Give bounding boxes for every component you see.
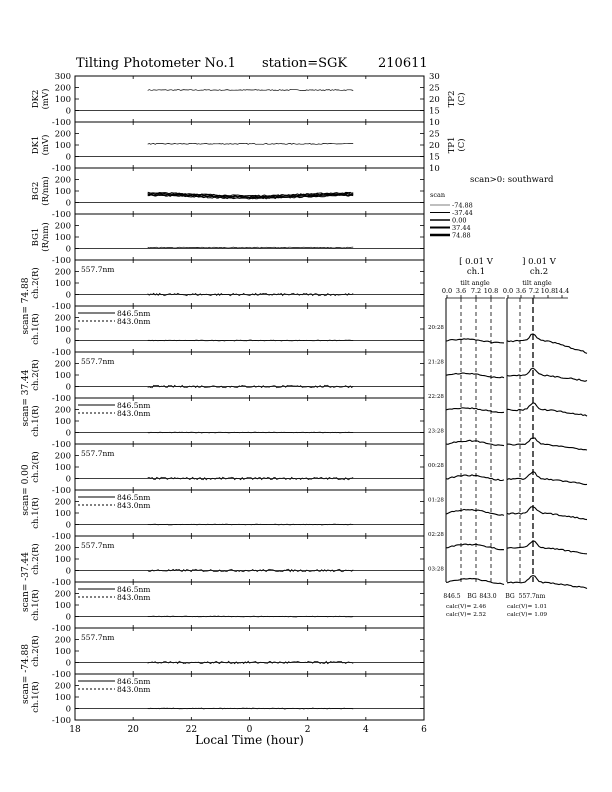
y-tick-label: -100 (51, 670, 71, 680)
panel-frame (75, 628, 424, 674)
panel-frame (75, 214, 424, 260)
legend-label: 846.5nm (117, 401, 151, 410)
scan-legend-label: -74.88 (452, 201, 473, 210)
panel-frame (75, 536, 424, 582)
y-tick-label: 0 (65, 290, 71, 301)
x-tick-label: 20 (127, 725, 139, 735)
y-tick-label: 100 (54, 693, 71, 703)
y-tick-label: -100 (51, 486, 71, 496)
temperature-axis-label: (C) (457, 138, 467, 152)
tilt-tick-label: 10.8 (540, 287, 556, 295)
filter-label: BG (467, 593, 477, 600)
filter-label: 843.0 (479, 593, 497, 600)
y-tick-label: -100 (51, 578, 71, 588)
panel-frame (75, 76, 424, 122)
y-tick-label: 200 (54, 681, 71, 692)
tilt-label: tilt angle (460, 279, 490, 287)
station-label: station=SGK (262, 56, 348, 71)
y-tick-label: 100 (54, 95, 71, 105)
y-axis-label: ch.2(R) (31, 635, 41, 667)
data-series (148, 90, 354, 91)
panel-frame (75, 444, 424, 490)
y-tick-label: 0 (65, 428, 71, 439)
y-axis-label: (R/nm) (41, 176, 51, 206)
y-tick-label: 0 (65, 520, 71, 531)
y-tick-label: 300 (54, 72, 71, 82)
y-tick-label: -100 (51, 210, 71, 220)
time-label: 00:28 (428, 463, 444, 469)
ch1-trace (446, 373, 504, 378)
y-tick-label: 100 (54, 371, 71, 381)
filter-label: 846.5 (443, 593, 461, 600)
y-axis-label: (mV) (41, 88, 51, 110)
scan-group-label: scan= 0.00 (21, 464, 31, 516)
filter-label: 557.7nm (518, 593, 546, 600)
y-tick-label: 0 (65, 704, 71, 715)
ch2-trace (507, 368, 587, 381)
legend-label: 843.0nm (117, 317, 151, 326)
ch1-trace (446, 578, 504, 584)
calc-label: calc(V)= 2.52 (446, 612, 487, 618)
temperature-tick-label: 15 (429, 106, 440, 117)
x-axis-label: Local Time (hour) (195, 733, 304, 747)
y-tick-label: 200 (54, 129, 71, 140)
ch1-label: ch.1 (466, 267, 486, 277)
y-tick-label: 200 (54, 405, 71, 416)
temperature-tick-label: 10 (429, 118, 440, 128)
scan-group-label: scan= -37.44 (21, 551, 31, 613)
tilt-tick-label: 3.6 (455, 287, 467, 295)
temperature-axis-label: (C) (457, 92, 467, 106)
y-tick-label: 0 (65, 612, 71, 623)
legend-label: 846.5nm (117, 309, 151, 318)
y-tick-label: -100 (51, 624, 71, 634)
ch2-trace (507, 472, 587, 485)
legend-label: 846.5nm (117, 585, 151, 594)
y-axis-label: DK2 (31, 89, 41, 109)
tilt-tick-label: 7.2 (470, 287, 482, 295)
calc-label: calc(V)= 1.01 (507, 604, 548, 610)
wavelength-label: 557.7nm (81, 633, 115, 642)
y-tick-label: 200 (54, 359, 71, 370)
y-tick-label: -100 (51, 440, 71, 450)
y-axis-label: (mV) (41, 134, 51, 156)
y-tick-label: 200 (54, 451, 71, 462)
data-series (148, 143, 354, 144)
y-tick-label: 200 (54, 313, 71, 324)
y-tick-label: 200 (54, 589, 71, 600)
y-tick-label: 0 (65, 382, 71, 393)
legend-label: 846.5nm (117, 493, 151, 502)
y-tick-label: 0 (65, 244, 71, 255)
temperature-tick-label: 10 (429, 164, 440, 174)
temperature-axis-label: TP2 (447, 90, 457, 108)
legend-label: 843.0nm (117, 685, 151, 694)
temperature-tick-label: 30 (429, 72, 440, 82)
ch2-trace (507, 576, 587, 589)
calc-label: calc(V)= 2.46 (446, 604, 487, 610)
wavelength-label: 557.7nm (81, 541, 115, 550)
y-tick-label: -100 (51, 348, 71, 358)
y-tick-label: -100 (51, 394, 71, 404)
y-tick-label: -100 (51, 256, 71, 266)
legend-label: 843.0nm (117, 501, 151, 510)
scan-group-label: scan= -74.88 (21, 643, 31, 705)
page-title: Tilting Photometer No.1 (76, 56, 236, 71)
y-tick-label: -100 (51, 302, 71, 312)
y-axis-label: ch.2(R) (31, 543, 41, 575)
y-tick-label: 200 (54, 497, 71, 508)
y-axis-label: BG1 (31, 227, 41, 247)
ch1-trace (446, 509, 504, 515)
ch2-trace (507, 541, 587, 554)
y-tick-label: 0 (65, 198, 71, 209)
x-tick-label: 18 (69, 725, 81, 735)
time-label: 22:28 (428, 394, 444, 400)
y-tick-label: 100 (54, 279, 71, 289)
y-tick-label: 200 (54, 83, 71, 94)
filter-label: BG (505, 593, 515, 600)
ch2-trace (507, 334, 587, 353)
y-axis-label: ch.1(R) (31, 681, 41, 713)
y-tick-label: 100 (54, 233, 71, 243)
time-label: 03:28 (428, 566, 444, 573)
legend-label: 843.0nm (117, 593, 151, 602)
temperature-tick-label: 20 (429, 141, 440, 151)
y-tick-label: 200 (54, 267, 71, 278)
scan-legend-label: 37.44 (452, 224, 471, 232)
y-tick-label: 200 (54, 543, 71, 554)
ch1-trace (446, 440, 504, 445)
time-label: 23:28 (428, 428, 444, 435)
y-tick-label: 0 (65, 106, 71, 117)
x-tick-label: 0 (246, 725, 253, 735)
ch2-scale: ] 0.01 V (522, 257, 556, 267)
x-tick-label: 22 (185, 725, 198, 735)
y-tick-label: 0 (65, 658, 71, 669)
tilt-tick-label: 10.8 (483, 287, 499, 295)
y-tick-label: -100 (51, 532, 71, 542)
temperature-tick-label: 25 (429, 129, 440, 140)
y-axis-label: ch.2(R) (31, 451, 41, 483)
time-label: 01:28 (428, 497, 444, 504)
tilt-tick-label: 0.0 (502, 287, 514, 295)
y-tick-label: 100 (54, 555, 71, 565)
tilt-tick-label: 0.0 (441, 287, 453, 295)
ch1-scale: [ 0.01 V (459, 257, 493, 267)
tilt-tick-label: 14.4 (554, 287, 570, 295)
y-axis-label: ch.2(R) (31, 359, 41, 391)
y-axis-label: ch.1(R) (31, 497, 41, 529)
y-axis-label: ch.1(R) (31, 405, 41, 437)
y-tick-label: 100 (54, 325, 71, 335)
x-tick-label: 2 (304, 725, 311, 735)
legend-label: 843.0nm (117, 409, 151, 418)
y-axis-label: ch.1(R) (31, 313, 41, 345)
y-tick-label: 100 (54, 187, 71, 197)
data-series (148, 247, 354, 248)
y-tick-label: 100 (54, 601, 71, 611)
wavelength-label: 557.7nm (81, 265, 115, 274)
y-tick-label: 100 (54, 463, 71, 473)
y-tick-label: 100 (54, 417, 71, 427)
ch2-trace (507, 507, 587, 520)
ch2-label: ch.2 (529, 267, 549, 277)
x-tick-label: 4 (362, 725, 369, 735)
y-tick-label: 100 (54, 647, 71, 657)
calc-label: calc(V)= 1.09 (507, 612, 548, 618)
panel-frame (75, 168, 424, 214)
wavelength-label: 557.7nm (81, 357, 115, 366)
y-tick-label: 200 (54, 635, 71, 646)
y-axis-label: ch.1(R) (31, 589, 41, 621)
wavelength-label: 557.7nm (81, 449, 115, 458)
legend-label: 846.5nm (117, 677, 151, 686)
scan-group-label: scan= 74.88 (21, 277, 31, 335)
ch1-trace (446, 544, 504, 550)
y-tick-label: -100 (51, 164, 71, 174)
y-tick-label: -100 (51, 716, 71, 726)
scan-group-label: scan= 37.44 (21, 369, 31, 427)
scan-legend-label: 74.88 (452, 231, 471, 240)
y-axis-label: BG2 (31, 181, 41, 201)
time-label: 02:28 (428, 532, 444, 538)
scan-note: scan>0: southward (470, 175, 554, 185)
y-axis-label: DK1 (31, 135, 41, 155)
panel-frame (75, 122, 424, 168)
tilt-tick-label: 7.2 (528, 287, 540, 295)
scan-legend-title: scan (430, 191, 446, 199)
panel-frame (75, 260, 424, 306)
scan-legend-label: -37.44 (452, 209, 473, 217)
y-tick-label: 200 (54, 221, 71, 232)
y-tick-label: 100 (54, 141, 71, 151)
temperature-axis-label: TP1 (447, 136, 457, 154)
ch2-trace (507, 438, 587, 450)
y-axis-label: ch.2(R) (31, 267, 41, 299)
ch1-trace (446, 408, 504, 413)
x-tick-label: 6 (421, 725, 427, 735)
ch2-trace (507, 403, 587, 416)
y-axis-label: (R/nm) (41, 222, 51, 252)
ch1-trace (446, 339, 504, 343)
y-tick-label: 0 (65, 152, 71, 163)
panel-frame (75, 352, 424, 398)
temperature-tick-label: 25 (429, 83, 440, 94)
y-tick-label: 0 (65, 566, 71, 577)
time-label: 21:28 (428, 359, 444, 366)
tilt-tick-label: 3.6 (515, 287, 527, 295)
ch1-trace (446, 475, 504, 481)
time-label: 20:28 (428, 325, 444, 331)
temperature-tick-label: 15 (429, 152, 440, 163)
y-tick-label: 100 (54, 509, 71, 519)
y-tick-label: 200 (54, 175, 71, 186)
y-tick-label: 0 (65, 474, 71, 485)
temperature-tick-label: 20 (429, 95, 440, 105)
tilt-label: tilt angle (522, 279, 552, 287)
date-label: 210611 (378, 56, 428, 71)
y-tick-label: -100 (51, 118, 71, 128)
scan-legend-label: 0.00 (452, 216, 467, 225)
y-tick-label: 0 (65, 336, 71, 347)
